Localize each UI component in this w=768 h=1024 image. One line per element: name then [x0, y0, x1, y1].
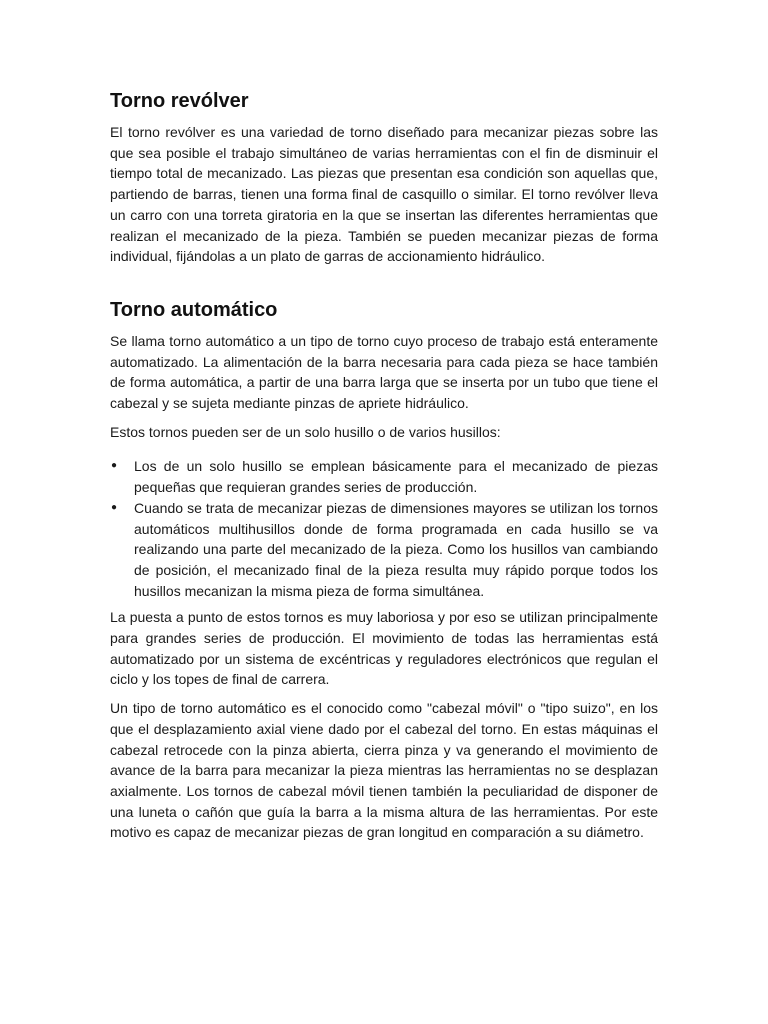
paragraph: La puesta a punto de estos tornos es muy laboriosa y por eso se utilizan principalmente para grandes series de producción. El movimiento de todas las herramientas está automatizado por un sistema de excéntricas y reguladores electrónicos que regulan el ciclo y los topes de final de carrera.	[110, 609, 658, 688]
list-item-text: Los de un solo husillo se emplean básicamente para el mecanizado de piezas pequeñas que requieran grandes series de producción.	[134, 458, 658, 496]
list-item	[110, 498, 658, 602]
bullet-icon: ●	[111, 501, 118, 513]
paragraph: Se llama torno automático a un tipo de torno cuyo proceso de trabajo está enteramente automatizado. La alimentación de la barra necesaria para cada pieza se hace también de forma automática, a partir de una barra larga que se inserta por un tubo que tiene el cabezal y se sujeta mediante pinzas de apriete hidráulico.	[110, 332, 658, 412]
list-item	[110, 456, 658, 497]
section-heading-torno-automatico: Torno automático	[110, 298, 278, 321]
paragraph: Estos tornos pueden ser de un solo husillo o de varios husillos:	[110, 423, 501, 440]
paragraph: El torno revólver es una variedad de torno diseñado para mecanizar piezas sobre las que sea posible el trabajo simultáneo de varias herramientas con el fin de disminuir el tiempo total de mecanizado. Las piezas que presentan esa condición son aquellas que, partiendo de barras, tienen una forma final de casquillo o similar. El torno revólver lleva un carro con una torreta giratoria en la que se insertan las diferentes herramientas que realizan el mecanizado de la pieza. También se pueden mecanizar piezas de forma individual, fijándolas a un plato de garras de accionamiento hidráulico.	[110, 124, 658, 265]
bullet-list	[110, 456, 658, 601]
bullet-icon: ●	[111, 460, 118, 472]
paragraph: Un tipo de torno automático es el conocido como "cabezal móvil" o "tipo suizo", en los que el desplazamiento axial viene dado por el cabezal del torno. En estas máquinas el cabezal retrocede con la pinza abierta, cierra pinza y va generando el movimiento de avance de la barra para mecanizar la pieza mientras las herramientas no se desplazan axialmente. Los tornos de cabezal móvil tienen también la peculiaridad de disponer de una luneta o cañón que guía la barra a la misma altura de las herramientas. Por este motivo es capaz de mecanizar piezas de gran longitud en comparación a su diámetro.	[110, 700, 658, 841]
section-heading-torno-revolver: Torno revólver	[110, 90, 249, 112]
document-page	[110, 88, 658, 851]
list-item-text: Cuando se trata de mecanizar piezas de dimensiones mayores se utilizan los tornos automáticos multihusillos donde de forma programada en cada husillo se va realizando una parte del mecanizado de la pieza. Como los husillos van cambiando de posición, el mecanizado final de la pieza resulta muy rápido porque todos los husillos mecanizan la misma pieza de forma simultánea.	[134, 499, 658, 599]
